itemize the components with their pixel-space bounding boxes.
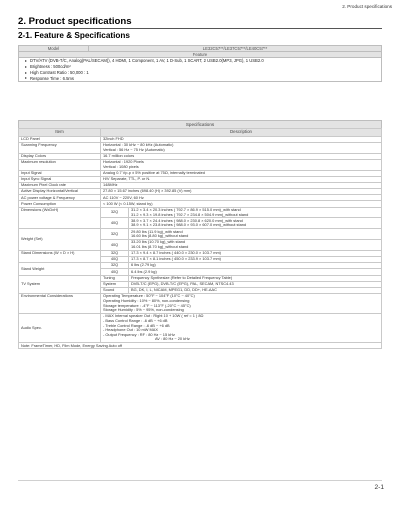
page-header-section-label: 2. Product specifications bbox=[342, 4, 392, 9]
spec-item: Maximum resolution bbox=[19, 159, 101, 170]
spec-row-weight bbox=[19, 229, 382, 240]
spec-model: 40Q bbox=[101, 240, 129, 251]
section-subtitle: 2-1. Feature & Specifications bbox=[18, 31, 130, 40]
spec-desc-line: Horizontal : 1920 Pixels bbox=[103, 159, 144, 165]
spec-desc bbox=[101, 294, 382, 314]
spec-desc: H/V Separate, TTL, P. or N. bbox=[101, 176, 382, 182]
model-value: LE32C57**/LE37C57**/LE40C57** bbox=[89, 46, 382, 52]
bullet-arrow-icon bbox=[25, 60, 27, 62]
specifications-title: Specifications bbox=[18, 120, 382, 129]
spec-item: Stand Weight bbox=[19, 263, 101, 275]
bullet-arrow-icon bbox=[25, 72, 27, 74]
spec-item: Maximum Pixel Clock rate bbox=[19, 182, 101, 188]
spec-row-audio bbox=[19, 314, 382, 343]
spec-desc-line: 38.9 × 9.1 × 23.8 inches ( 988.0 × 93.0 × 607.0 mm)_without stand bbox=[131, 222, 247, 228]
spec-desc-line: 16.01 lbs (8.70 kg)_without stand bbox=[131, 243, 189, 249]
spec-header-row bbox=[19, 129, 382, 137]
feature-bullet-list bbox=[19, 58, 382, 82]
spec-desc-line: 31.2 × 3.4 × 20.3 inches ( 792.7 × 86.9 × 515.0 mm)_with stand bbox=[131, 206, 241, 212]
spec-item: Weight (Set) bbox=[19, 229, 101, 251]
page-title: 2. Product specifications bbox=[18, 16, 382, 29]
spec-item: Environmental Considerations bbox=[19, 294, 101, 314]
feature-bullet: Response Time : 6.5ms bbox=[22, 76, 378, 82]
spec-desc-line: Storage temperature : -4°F ~ 113°F (-20°C ~ 45°C) bbox=[103, 302, 191, 308]
spec-desc-line: Operating Temperature : 50°F ~ 104°F (10°C ~ 40°C) bbox=[103, 293, 195, 299]
spec-model: 32Q bbox=[101, 250, 129, 256]
description-column-header: Description bbox=[101, 129, 382, 137]
page-number: 2-1 bbox=[374, 484, 384, 491]
spec-desc-line: Storage Humidity : 5% ~ 95%, non-condensing bbox=[103, 307, 184, 313]
spec-row-environment bbox=[19, 294, 382, 314]
spec-model: 40Q bbox=[101, 269, 129, 275]
spec-desc: 32inch FHD bbox=[101, 136, 382, 142]
spec-desc-line: AV : 80 Hz ~ 20 kHz bbox=[155, 336, 190, 342]
spec-subitem: Sound bbox=[101, 287, 129, 293]
spec-desc-line: Horizontal : 30 kHz ~ 80 kHz (Automatic) bbox=[103, 142, 174, 148]
spec-desc-line: 33.20 lbs (10.70 kg)_with stand bbox=[131, 239, 186, 245]
spec-item: Input Signal bbox=[19, 170, 101, 176]
spec-item: AC power voltage & Frequency bbox=[19, 195, 101, 201]
bullet-arrow-icon bbox=[25, 66, 27, 68]
spec-model: 40Q bbox=[101, 256, 129, 262]
spec-desc-line: - Headphone Out : 10 mW MAX bbox=[103, 327, 158, 333]
item-column-header: Item bbox=[19, 129, 101, 137]
spec-desc: Frequency Synthesize (Refer to Detailed Frequency Table) bbox=[129, 275, 382, 281]
spec-row-scanning bbox=[19, 142, 382, 153]
spec-item: LCD Panel bbox=[19, 136, 101, 142]
spec-item: Stand Dimensions (W × D × H) bbox=[19, 250, 101, 262]
spec-desc-line: Vertical : 1080 pixels bbox=[103, 163, 139, 169]
spec-desc bbox=[129, 207, 382, 218]
spec-desc bbox=[129, 229, 382, 240]
spec-item: TV System bbox=[19, 275, 101, 294]
spec-desc bbox=[101, 142, 382, 153]
spec-model: 40Q bbox=[101, 218, 129, 229]
spec-desc: Analog 0.7 Vp-p ± 5% positive at 75Ω, internally terminated bbox=[101, 170, 382, 176]
spec-desc-line: - Output Frequency : RF : 80 Hz ~ 15 kHz bbox=[103, 331, 175, 337]
spec-desc bbox=[101, 314, 382, 343]
spec-desc-line: Vertical : 56 Hz ~ 75 Hz (Automatic) bbox=[103, 146, 165, 152]
spec-desc: BG, DK, I, L, NICAM, MPEG1, DD, DD+, HE-AAC bbox=[129, 287, 382, 293]
spec-item: Input Sync Signal bbox=[19, 176, 101, 182]
spec-subitem: Tuning bbox=[101, 275, 129, 281]
spec-desc: 17.3 × 8.7 × 8.1 inches ( 450.0 × 233.9 × 103.7 mm) bbox=[129, 256, 382, 262]
spec-desc: 27.80 × 15.67 inches (698.40 (H) × 392.85 (V) mm) bbox=[101, 189, 382, 195]
footer-divider bbox=[18, 480, 382, 481]
spec-row-dimensions bbox=[19, 207, 382, 218]
spec-row-note bbox=[19, 343, 382, 349]
spec-desc-line: - Bass Control Range : -6 dB ~ +6 dB bbox=[103, 317, 168, 323]
spec-item: Audio Spec. bbox=[19, 314, 101, 343]
spec-note: Note: FrameTimer, HD, Film Mode, Energy Saving Auto off bbox=[19, 343, 382, 349]
spec-desc-line: 16.60 lbs (8.80 kg)_without stand bbox=[131, 233, 189, 239]
spec-item: Active Display Horizontal/Vertical bbox=[19, 189, 101, 195]
spec-desc bbox=[129, 240, 382, 251]
spec-row-max-resolution bbox=[19, 159, 382, 170]
specifications-table bbox=[18, 128, 382, 349]
spec-model: 32Q bbox=[101, 263, 129, 269]
spec-desc-line: - Treble Control Range : -6 dB ~ +6 dB bbox=[103, 322, 170, 328]
spec-desc: < 100 W (< 0.15W, stand by) bbox=[101, 201, 382, 207]
spec-desc: 6.4 lbs (2.9 kg) bbox=[129, 269, 382, 275]
spec-desc: AC 110V ~ 220V, 60 Hz bbox=[101, 195, 382, 201]
bullet-arrow-icon bbox=[25, 77, 27, 79]
feature-bullet: High Contrast Ratio : 50,000 : 1 bbox=[22, 70, 378, 76]
model-label: Model bbox=[19, 46, 89, 52]
spec-desc-line: 31.2 × 9.3 × 19.8 inches ( 792.7 × 234.8 × 504.9 mm)_without stand bbox=[131, 211, 249, 217]
spec-desc: DVB-T/C (EPG), DVB-T/C (EPG), PAL, SECAM, NTSC4.43 bbox=[129, 281, 382, 287]
spec-item: Power Consumption bbox=[19, 201, 101, 207]
spec-desc bbox=[129, 218, 382, 229]
spec-desc: 16.7 million colors bbox=[101, 153, 382, 159]
spec-item: Dimensions (WxDxH) bbox=[19, 207, 101, 229]
spec-desc: 148MHz bbox=[101, 182, 382, 188]
spec-desc-line: 29.80 lbs (11.9 kg)_with stand bbox=[131, 228, 183, 234]
feature-bullet: DTV/ATV (DVB-T/C, Analog(PAL/SECAM)), 4 HDMI, 1 Component, 1 AV, 1 D-Sub, 1 SCART, 2 USB2.0(MP3, JPG), 1 USB2.0 bbox=[22, 58, 378, 64]
feature-header: Feature bbox=[19, 52, 382, 58]
spec-desc: 17.3 × 9.4 × 8.7 inches ( 440.0 × 230.0 × 103.7 mm) bbox=[129, 250, 382, 256]
spec-model: 32Q bbox=[101, 207, 129, 218]
spec-desc-line: 38.9 × 3.7 × 24.4 inches ( 988.0 × 230.8 × 620.0 mm)_with stand bbox=[131, 217, 243, 223]
feature-bullet: Brightness : 500cd/m² bbox=[22, 64, 378, 70]
spec-desc: 6 lbs (2.79 kg) bbox=[129, 263, 382, 269]
spec-subitem: System bbox=[101, 281, 129, 287]
feature-table bbox=[18, 45, 382, 82]
spec-desc-line: Operating Humidity : 10% ~ 80%, non-condensing bbox=[103, 297, 190, 303]
spec-item: Display Colors bbox=[19, 153, 101, 159]
spec-desc bbox=[101, 159, 382, 170]
spec-desc-line: - MAX Internal speaker Out : Right 10 + 10W ( ref = 1 ) 8Ω bbox=[103, 313, 204, 319]
spec-model: 32Q bbox=[101, 229, 129, 240]
spec-item: Scanning Frequency bbox=[19, 142, 101, 153]
